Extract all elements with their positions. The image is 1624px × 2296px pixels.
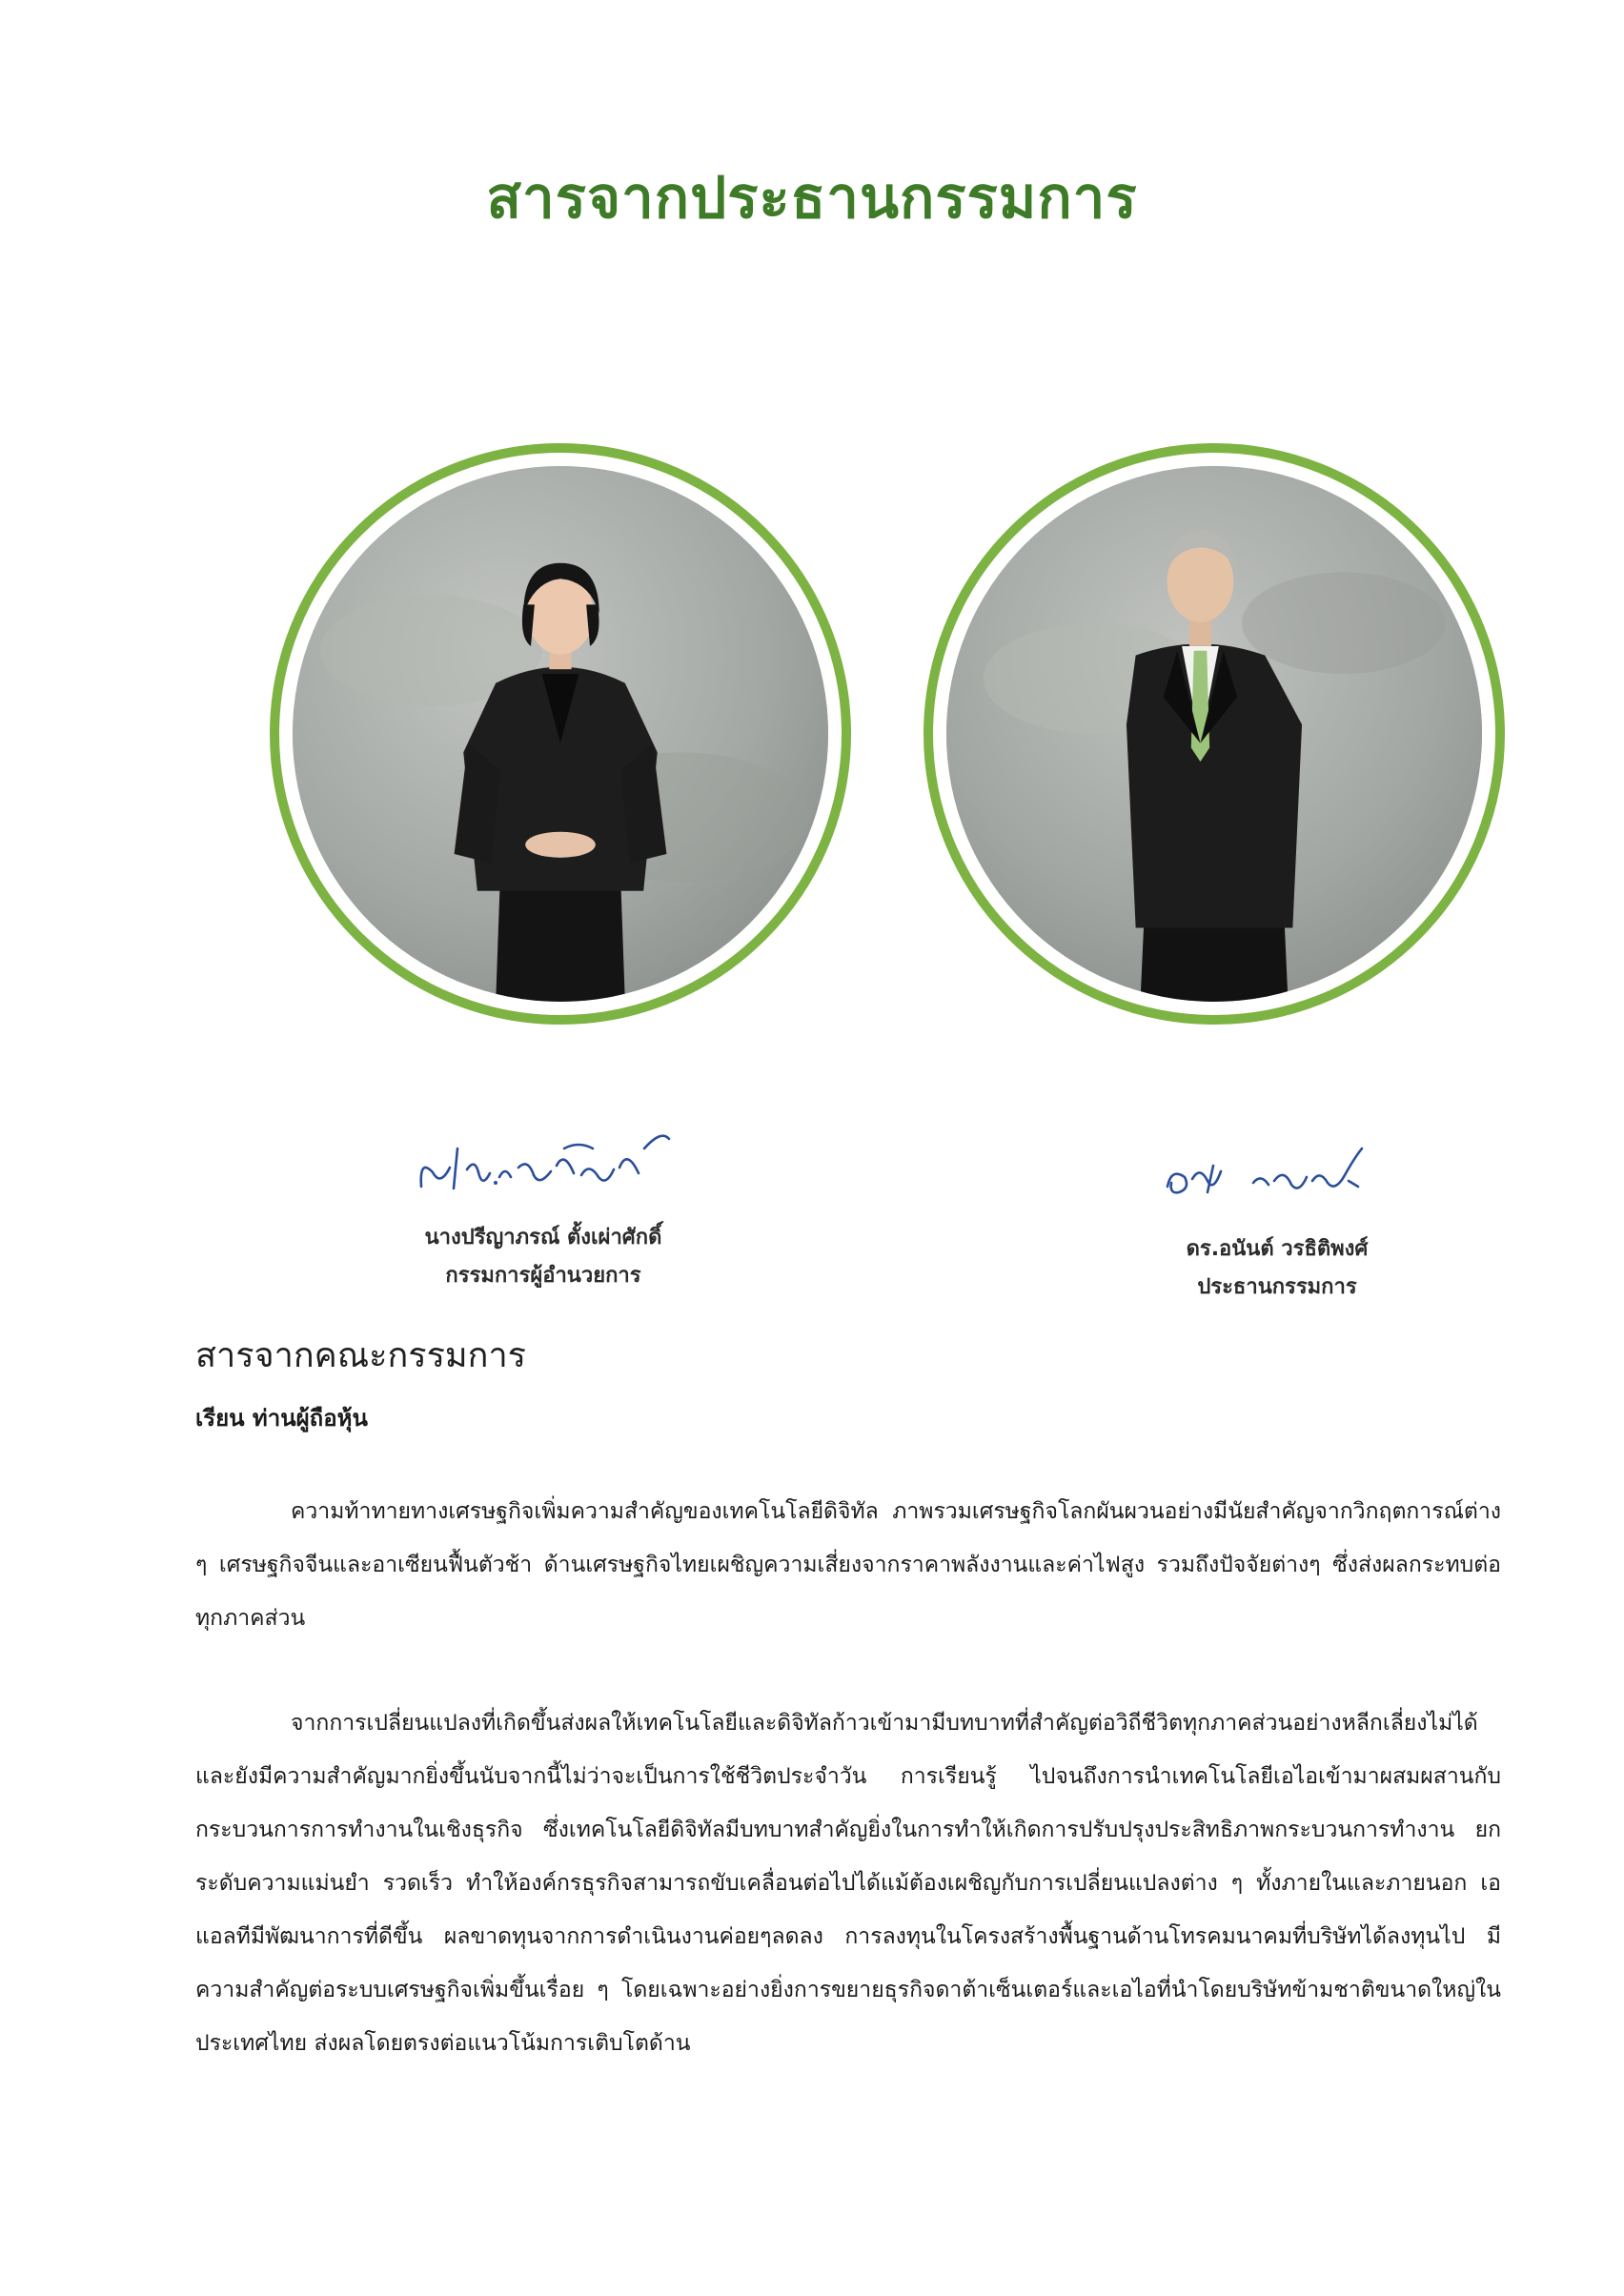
portrait-photo-man — [946, 466, 1482, 1002]
portrait-managing-director — [270, 443, 851, 1025]
section-heading: สารจากคณะกรรมการ — [195, 1336, 526, 1375]
portrait-photo-woman — [293, 466, 828, 1002]
signatory-name-right: ดร.อนันต์ วรธิติพงศ์ — [1186, 1237, 1369, 1261]
signatory-name-left: นางปรีญาภรณ์ ตั้งเผ่าศักดิ์ — [424, 1226, 662, 1250]
page-title: สารจากประธานกรรมการ — [486, 165, 1138, 232]
signatory-role-left: กรรมการผู้อำนวยการ — [445, 1264, 641, 1288]
body-paragraph-1: ความท้าทายทางเศรษฐกิจเพิ่มความสำคัญของเทคโนโลยีดิจิทัล ภาพรวมเศรษฐกิจโลกผันผวนอย่างมีนัยสำคัญจากวิกฤตการณ์ต่าง ๆ เศรษฐกิจจีนและอาเซียนฟื้นตัวช้า ด้านเศรษฐกิจไทยเผชิญความเสี่ยงจากราคาพลังงานและค่าไฟสูง รวมถึงปัจจัยต่างๆ ซึ่งส่งผลกระทบต่อทุกภาคส่วน — [195, 1499, 1501, 1631]
signature-managing-director — [412, 1120, 679, 1206]
signatory-role-right: ประธานกรรมการ — [1197, 1275, 1357, 1299]
body-paragraph-2: จากการเปลี่ยนแปลงที่เกิดขึ้นส่งผลให้เทคโนโลยีและดิจิทัลก้าวเข้ามามีบทบาทที่สำคัญต่อวิถีชีวิตทุกภาคส่วนอย่างหลีกเลี่ยงไม่ได้ และยังมีความสำคัญมากยิ่งขึ้นนับจากนี้ไม่ว่าจะเป็นการใช้ชีวิตประจำวัน การเรียนรู้ ไปจนถึงการนำเทคโนโลยีเอไอเข้ามาผสมผสานกับกระบวนการการทำงานในเชิงธุรกิจ ซึ่งเทคโนโลยีดิจิทัลมีบทบาทสำคัญยิ่งในการทำให้เกิดการปรับปรุงประสิทธิภาพกระบวนการทำงาน ยกระดับความแม่นยำ รวดเร็ว ทำให้องค์กรธุรกิจสามารถขับเคลื่อนต่อไปได้แม้ต้องเผชิญกับการเปลี่ยนแปลงต่าง ๆ ทั้งภายในและภายนอก เอแอลทีมีพัฒนาการที่ดีขึ้น ผลขาดทุนจากการดำเนินงานค่อยๆลดลง การลงทุนในโครงสร้างพื้นฐานด้านโทรคมนาคมที่บริษัทได้ลงทุนไป มีความสำคัญต่อระบบเศรษฐกิจเพิ่มขึ้นเรื่อย ๆ โดยเฉพาะอย่างยิ่งการขยายธุรกิจดาต้าเซ็นเตอร์และเอไอที่นำโดยบริษัทข้ามชาติขนาดใหญ่ในประเทศไทย ส่งผลโดยตรงต่อแนวโน้มการเติบโตด้าน — [195, 1711, 1501, 2056]
salutation: เรียน ท่านผู้ถือหุ้น — [195, 1405, 368, 1432]
portrait-chairman — [924, 443, 1505, 1025]
signature-chairman — [1158, 1139, 1387, 1206]
